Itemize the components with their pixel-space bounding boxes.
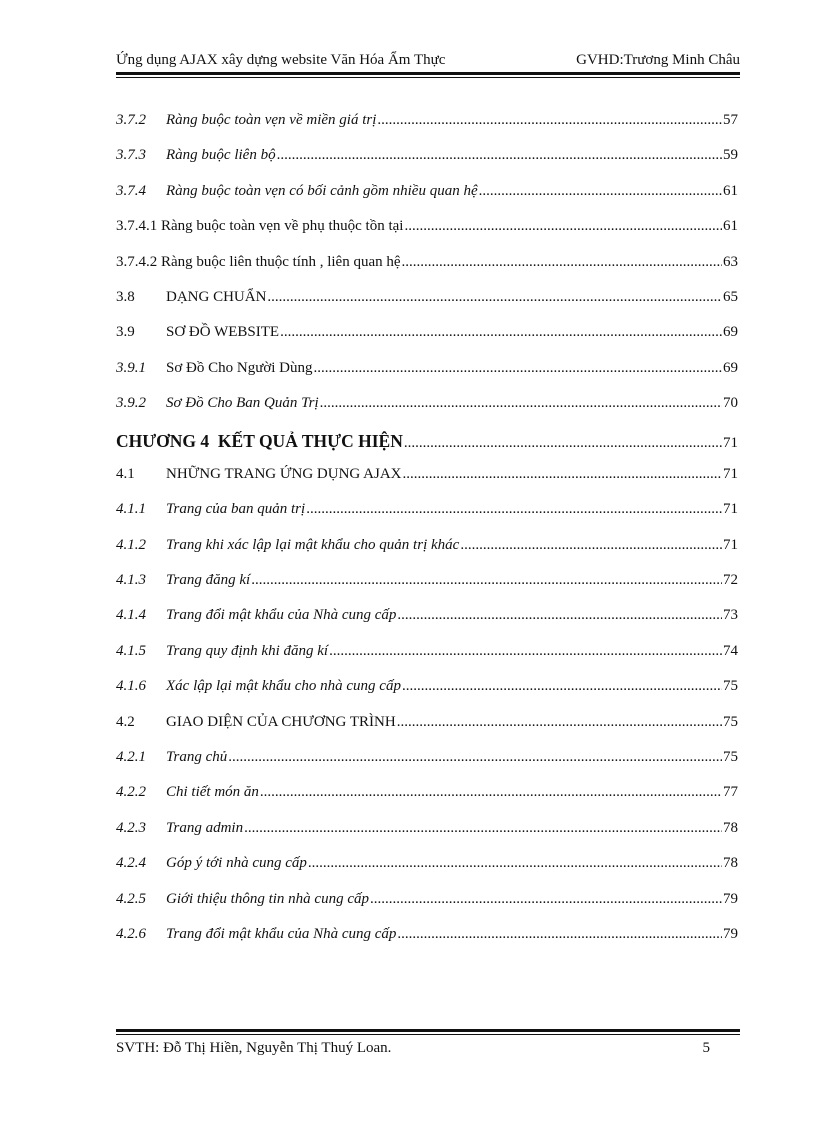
toc-entry-number: 4.1.3 [116,572,146,589]
toc-entry-title: Ràng buộc toàn vẹn về miền giá trị [166,112,377,128]
toc-entry-page: 61 [723,218,738,235]
toc-entry-page: 74 [723,642,738,659]
toc-dot-leader [308,855,722,872]
toc-entry[interactable] [116,572,738,607]
table-of-contents [116,112,738,961]
toc-dot-leader [329,643,722,660]
toc-entry-title: Chi tiết món ăn [166,784,259,801]
toc-entry-number: 4.2.3 [116,819,146,836]
toc-entry-page: 75 [723,749,738,766]
toc-entry-page: 79 [723,925,738,942]
toc-entry-title: Ràng buộc liên thuộc tính , liên quan hệ [161,253,401,270]
footer-authors: SVTH: Đỗ Thị Hiền, Nguyễn Thị Thuý Loan. [116,1040,392,1056]
toc-entry-number: 4.2.5 [116,890,146,907]
toc-entry-page: 71 [723,465,738,482]
toc-entry-number: 3.7.4 [116,182,146,199]
header-divider [116,72,740,78]
toc-entry-page: 79 [723,890,738,907]
toc-entry-title: GIAO DIỆN CỦA CHƯƠNG TRÌNH [166,713,396,730]
toc-entry-title: SƠ ĐỒ WEBSITE [166,324,280,341]
toc-dot-leader [404,435,722,452]
toc-dot-leader [397,714,722,731]
toc-dot-leader [277,147,722,164]
toc-dot-leader [251,572,722,589]
toc-dot-leader [320,395,722,412]
toc-entry-number: 3.7.4.1 [116,218,161,235]
toc-dot-leader [402,678,722,695]
toc-entry[interactable] [116,891,738,926]
toc-entry[interactable] [116,501,738,536]
toc-entry-number: 4.1.6 [116,678,146,695]
toc-entry[interactable] [116,749,738,784]
toc-entry-number: 4.1.2 [116,536,146,553]
toc-entry-title: Trang của ban quản trị [166,501,306,518]
page-header [116,47,740,69]
toc-dot-leader [260,784,722,801]
header-title: Ứng dụng AJAX xây dựng website Văn Hóa Ẩm Thực [116,52,446,68]
toc-entry-page: 65 [723,288,738,305]
toc-entry[interactable] [116,289,738,324]
toc-entry[interactable] [116,537,738,572]
toc-entry-page: 57 [723,112,738,128]
toc-entry-page: 59 [723,147,738,164]
toc-entry[interactable] [116,820,738,855]
toc-dot-leader [370,891,722,908]
toc-entry-title: Ràng buộc toàn vẹn về phụ thuộc tồn tại [161,218,404,235]
toc-entry-page: 69 [723,359,738,376]
toc-dot-leader [377,112,722,129]
toc-entry[interactable] [116,855,738,890]
toc-entry-number: 3.9 [116,324,135,341]
toc-entry-page: 78 [723,819,738,836]
toc-entry-page: 73 [723,607,738,624]
toc-dot-leader [404,218,722,235]
toc-dot-leader [244,820,722,837]
header-advisor: GVHD:Trương Minh Châu [576,52,740,68]
toc-entry[interactable] [116,466,738,501]
toc-entry[interactable] [116,714,738,749]
toc-entry-title: Ràng buộc liên bộ [166,147,276,164]
toc-entry[interactable] [116,395,738,430]
toc-entry-page: 61 [723,182,738,199]
toc-entry[interactable] [116,926,738,961]
toc-entry-title: Trang admin [166,819,244,836]
toc-dot-leader [314,360,722,377]
toc-dot-leader [479,183,722,200]
toc-dot-leader [402,254,722,271]
toc-entry-page: 63 [723,253,738,270]
toc-entry[interactable] [116,183,738,218]
toc-entry-number: 4.1.1 [116,501,146,518]
toc-entry-page: 75 [723,713,738,730]
toc-entry-title: Trang quy định khi đăng kí [166,642,329,659]
toc-dot-leader [228,749,722,766]
page-footer [116,1040,710,1057]
toc-entry-title: Trang đổi mật khẩu của Nhà cung cấp [166,925,397,942]
toc-entry-number: 4.1.5 [116,642,146,659]
toc-entry-page: 75 [723,678,738,695]
toc-entry-number: 3.8 [116,288,135,305]
toc-entry-number: 3.7.2 [116,112,146,128]
toc-entry-title: Sơ Đồ Cho Ban Quản Trị [166,395,319,412]
toc-entry[interactable] [116,643,738,678]
page-number: 5 [702,1040,710,1056]
toc-entry-number: 4.1.4 [116,607,146,624]
toc-entry[interactable] [116,147,738,182]
toc-entry-number: CHƯƠNG 4 [116,430,218,451]
toc-entry-title: Trang đăng kí [166,572,251,589]
toc-entry-number: 4.2.1 [116,749,146,766]
toc-entry[interactable] [116,784,738,819]
toc-entry[interactable] [116,360,738,395]
toc-entry-number: 3.9.2 [116,395,146,412]
toc-entry[interactable] [116,218,738,253]
toc-entry-page: 71 [723,434,738,451]
toc-entry-title: Trang khi xác lập lại mật khẩu cho quản trị khác [166,536,460,553]
toc-entry-title: Xác lập lại mật khẩu cho nhà cung cấp [166,678,401,695]
toc-dot-leader [280,324,722,341]
toc-entry-title: Sơ Đồ Cho Người Dùng [166,359,313,376]
toc-entry-page: 72 [723,572,738,589]
toc-dot-leader [306,501,722,518]
toc-entry-number: 4.2.6 [116,925,146,942]
toc-dot-leader [397,926,722,943]
toc-entry-title: NHỮNG TRANG ỨNG DỤNG AJAX [166,465,402,482]
toc-entry-number: 3.7.4.2 [116,253,161,270]
toc-entry[interactable] [116,607,738,642]
toc-entry[interactable] [116,324,738,359]
toc-entry-title: KẾT QUẢ THỰC HIỆN [217,430,403,451]
toc-dot-leader [403,466,722,483]
toc-entry[interactable] [116,431,738,466]
toc-dot-leader [460,537,722,554]
toc-entry-page: 77 [723,784,738,801]
toc-entry[interactable] [116,254,738,289]
toc-entry-number: 4.2 [116,713,135,730]
toc-entry-page: 71 [723,501,738,518]
toc-entry-page: 70 [723,395,738,412]
toc-entry[interactable] [116,678,738,713]
toc-entry-title: Trang đổi mật khẩu của Nhà cung cấp [166,607,397,624]
toc-entry-page: 71 [723,536,738,553]
toc-entry[interactable] [116,112,738,147]
toc-entry-number: 4.2.4 [116,855,146,872]
toc-entry-number: 3.9.1 [116,359,146,376]
toc-entry-number: 3.7.3 [116,147,146,164]
toc-dot-leader [267,289,722,306]
toc-entry-page: 69 [723,324,738,341]
toc-entry-title: Góp ý tới nhà cung cấp [166,855,307,872]
footer-divider [116,1029,740,1035]
toc-entry-page: 78 [723,855,738,872]
toc-entry-title: Ràng buộc toàn vẹn có bối cảnh gồm nhiều quan hệ [166,182,478,199]
toc-entry-number: 4.1 [116,465,135,482]
toc-entry-number: 4.2.2 [116,784,146,801]
toc-entry-title: DẠNG CHUẨN [166,288,267,305]
toc-dot-leader [397,607,722,624]
toc-entry-title: Giới thiệu thông tin nhà cung cấp [166,890,369,907]
toc-entry-title: Trang chủ [166,749,228,766]
